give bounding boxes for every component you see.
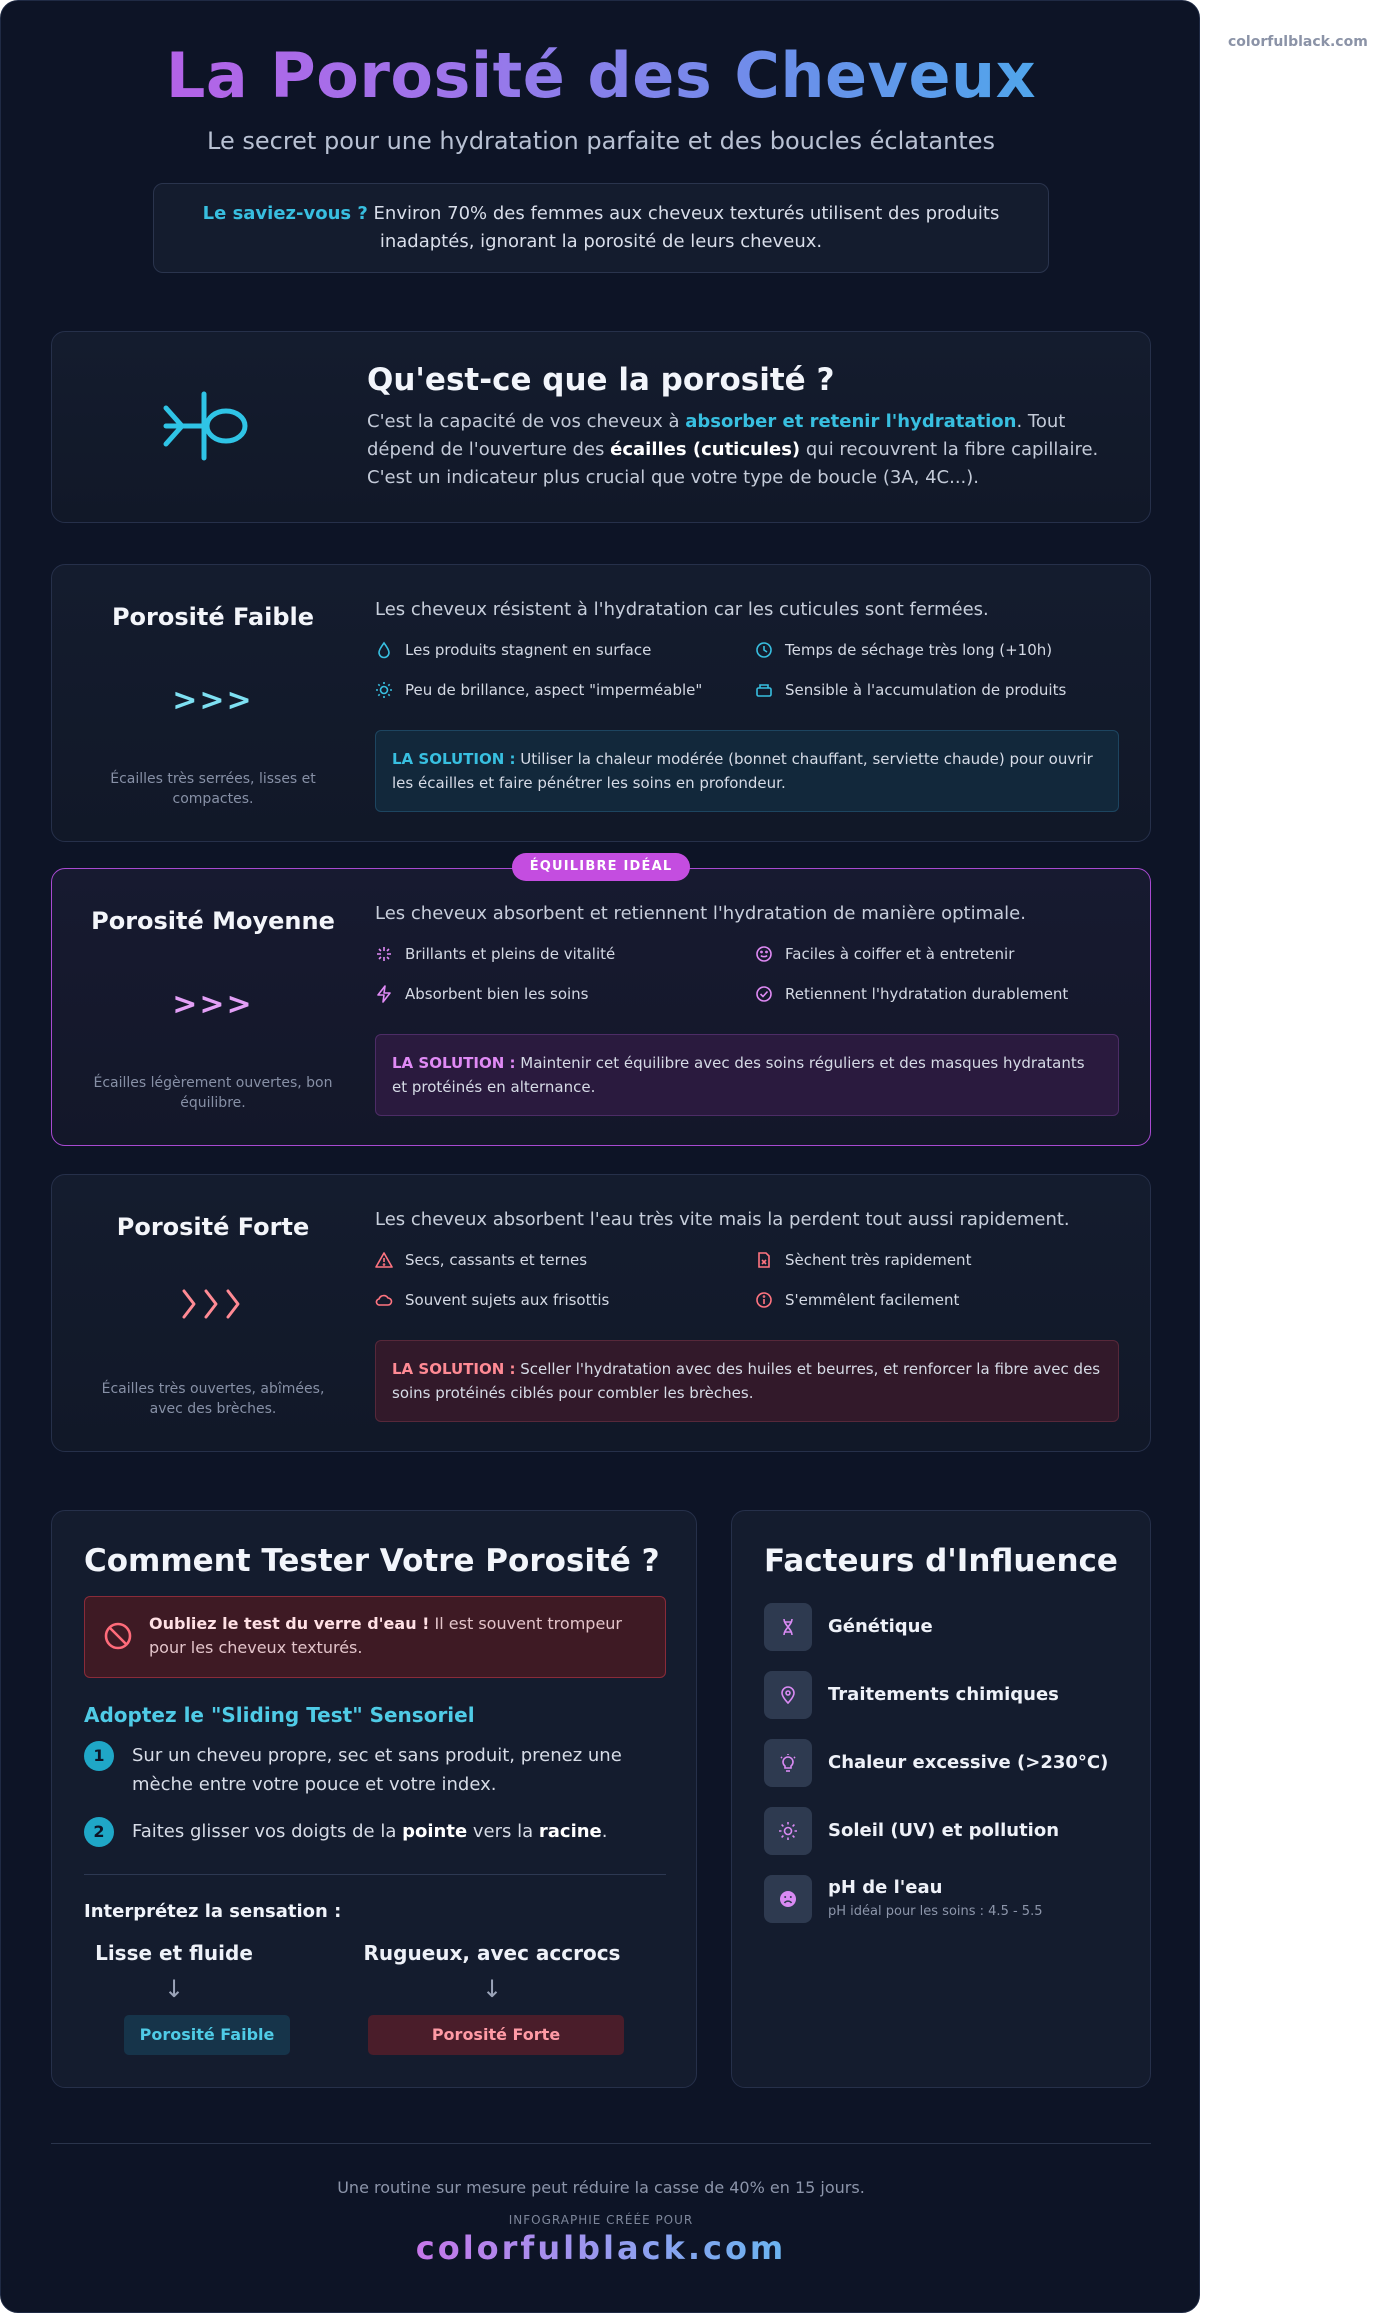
clock-icon [755,641,773,659]
check-circle-icon [755,985,773,1003]
factor-label: Soleil (UV) et pollution [828,1820,1060,1841]
location-pin-icon [764,1671,812,1719]
feature-item: Faciles à coiffer et à entretenir [755,945,1014,963]
dna-icon [764,1603,812,1651]
warning-icon [375,1251,393,1269]
did-you-know-box [153,183,1049,273]
ideal-balance-badge: ÉQUILIBRE IDÉAL [512,853,690,881]
porosity-mid-card [51,868,1151,1146]
step-text: Sur un cheveu propre, sec et sans produit, prenez une mèche entre votre pouce et votre index. [132,1745,622,1795]
porosity-low-title: Porosité Faible [111,603,315,631]
footer-brand-link[interactable]: colorfulblack.com [1,2229,1201,2267]
porosity-high-caption: Écailles très ouvertes, abîmées, avec des brèches. [101,1381,325,1417]
footer-text: Une routine sur mesure peut réduire la casse de 40% en 15 jours. [337,2178,865,2197]
feature-item: Peu de brillance, aspect "imperméable" [375,681,702,699]
factors-card [731,1510,1151,2088]
arrow-down-icon: ↓ [163,1975,185,2003]
forbidden-icon [103,1621,133,1658]
sparkle-icon [375,945,393,963]
porosity-low-card [51,564,1151,842]
feature-item: Temps de séchage très long (+10h) [755,641,1052,659]
test-card [51,1510,697,2088]
definition-title: Qu'est-ce que la porosité ? [367,362,835,398]
did-you-know-text: Environ 70% des femmes aux cheveux texturés utilisent des produits inadaptés, ignorant la porosité de leurs cheveux. [367,203,1000,252]
factor-label: Chaleur excessive (>230°C) [828,1752,1109,1773]
cuticle-balanced-icon: >>> [172,987,254,1022]
file-x-icon [755,1251,773,1269]
definition-strong: écailles (cuticules) [610,439,801,460]
feature-item: Sèchent très rapidement [755,1251,971,1269]
factor-item [764,1671,1124,1719]
did-you-know-label: Le saviez-vous ? [202,203,368,224]
page-title: La Porosité des Cheveux [1,39,1201,112]
result-sensation: Lisse et fluide [95,1941,253,1965]
cuticle-closed-icon: >>> [172,683,254,718]
factor-label: pH de l'eau [828,1877,943,1898]
sun-icon [375,681,393,699]
sliding-test-heading: Adoptez le "Sliding Test" Sensoriel [84,1703,475,1727]
bolt-icon [375,985,393,1003]
factor-item [764,1875,1124,1923]
interpret-label: Interprétez la sensation : [84,1901,342,1922]
feature-item: Sensible à l'accumulation de produits [755,681,1066,699]
arrow-down-icon: ↓ [481,1975,503,2003]
porosity-low-description: Les cheveux résistent à l'hydratation car les cuticules sont fermées. [375,599,989,620]
porosity-low-solution: LA SOLUTION : Utiliser la chaleur modérée (bonnet chauffant, serviette chaude) pour ouvrir les écailles et faire pénétrer les soins en profondeur. [375,730,1119,812]
porosity-high-card [51,1174,1151,1452]
porosity-mid-caption: Écailles légèrement ouvertes, bon équilibre. [93,1075,333,1111]
feature-item: Souvent sujets aux frisottis [375,1291,609,1309]
smile-icon [755,945,773,963]
frown-icon [764,1875,812,1923]
feature-item: S'emmêlent facilement [755,1291,959,1309]
definition-card [51,331,1151,523]
definition-text: C'est la capacité de vos cheveux à absorber et retenir l'hydratation. Tout dépend de l'ouverture des écailles (cuticules) qui recouvrent la fibre capillaire. C'est un indicateur plus crucial que votre type de boucle (3A, 4C...). [367,411,1099,488]
water-test-warning: Oubliez le test du verre d'eau ! Il est souvent trompeur pour les cheveux texturés. [84,1596,666,1678]
porosity-high-description: Les cheveux absorbent l'eau très vite mais la perdent tout aussi rapidement. [375,1209,1070,1230]
factor-item [764,1603,1124,1651]
factor-sublabel: pH idéal pour les soins : 4.5 - 5.5 [828,1904,1043,1919]
step-text: Faites glisser vos doigts de la pointe vers la racine. [132,1821,608,1842]
layers-icon [755,681,773,699]
divider [84,1874,666,1875]
feature-item: Retiennent l'hydratation durablement [755,985,1068,1003]
feature-item: Secs, cassants et ternes [375,1251,587,1269]
info-icon [755,1291,773,1309]
cuticle-open-icon [52,1287,374,1329]
cloud-icon [375,1291,393,1309]
step-number: 2 [84,1817,114,1847]
drop-icon [375,641,393,659]
definition-highlight: absorber et retenir l'hydratation [685,411,1017,432]
test-title: Comment Tester Votre Porosité ? [84,1543,660,1579]
footer-credit-label: INFOGRAPHIE CRÉÉE POUR [508,2213,694,2227]
porosity-high-solution: LA SOLUTION : Sceller l'hydratation avec des huiles et beurres, et renforcer la fibre avec des soins protéinés ciblés pour combler les brèches. [375,1340,1119,1422]
step-number: 1 [84,1741,114,1771]
factor-label: Traitements chimiques [828,1684,1059,1705]
feature-item: Brillants et pleins de vitalité [375,945,615,963]
porosity-mid-solution: LA SOLUTION : Maintenir cet équilibre avec des soins réguliers et des masques hydratants et protéinés en alternance. [375,1034,1119,1116]
factor-item [764,1807,1124,1855]
feature-item: Absorbent bien les soins [375,985,589,1003]
porosity-high-title: Porosité Forte [116,1213,310,1241]
page-subtitle: Le secret pour une hydratation parfaite et des boucles éclatantes [207,127,995,155]
factor-label: Génétique [828,1616,933,1637]
porosity-mid-title: Porosité Moyenne [91,907,335,935]
factors-title: Facteurs d'Influence [764,1543,1118,1579]
watermark-link[interactable]: colorfulblack.com [1228,34,1368,50]
result-sensation: Rugueux, avec accrocs [363,1941,621,1965]
porosity-low-caption: Écailles très serrées, lisses et compactes. [110,771,316,807]
result-tag-high: Porosité Forte [368,2015,624,2055]
sun-icon [764,1807,812,1855]
hair-fiber-icon [162,386,252,470]
feature-item: Les produits stagnent en surface [375,641,651,659]
porosity-mid-description: Les cheveux absorbent et retiennent l'hydratation de manière optimale. [375,903,1026,924]
factor-item [764,1739,1124,1787]
lightbulb-icon [764,1739,812,1787]
footer-divider [51,2143,1151,2144]
result-tag-low: Porosité Faible [124,2015,290,2055]
